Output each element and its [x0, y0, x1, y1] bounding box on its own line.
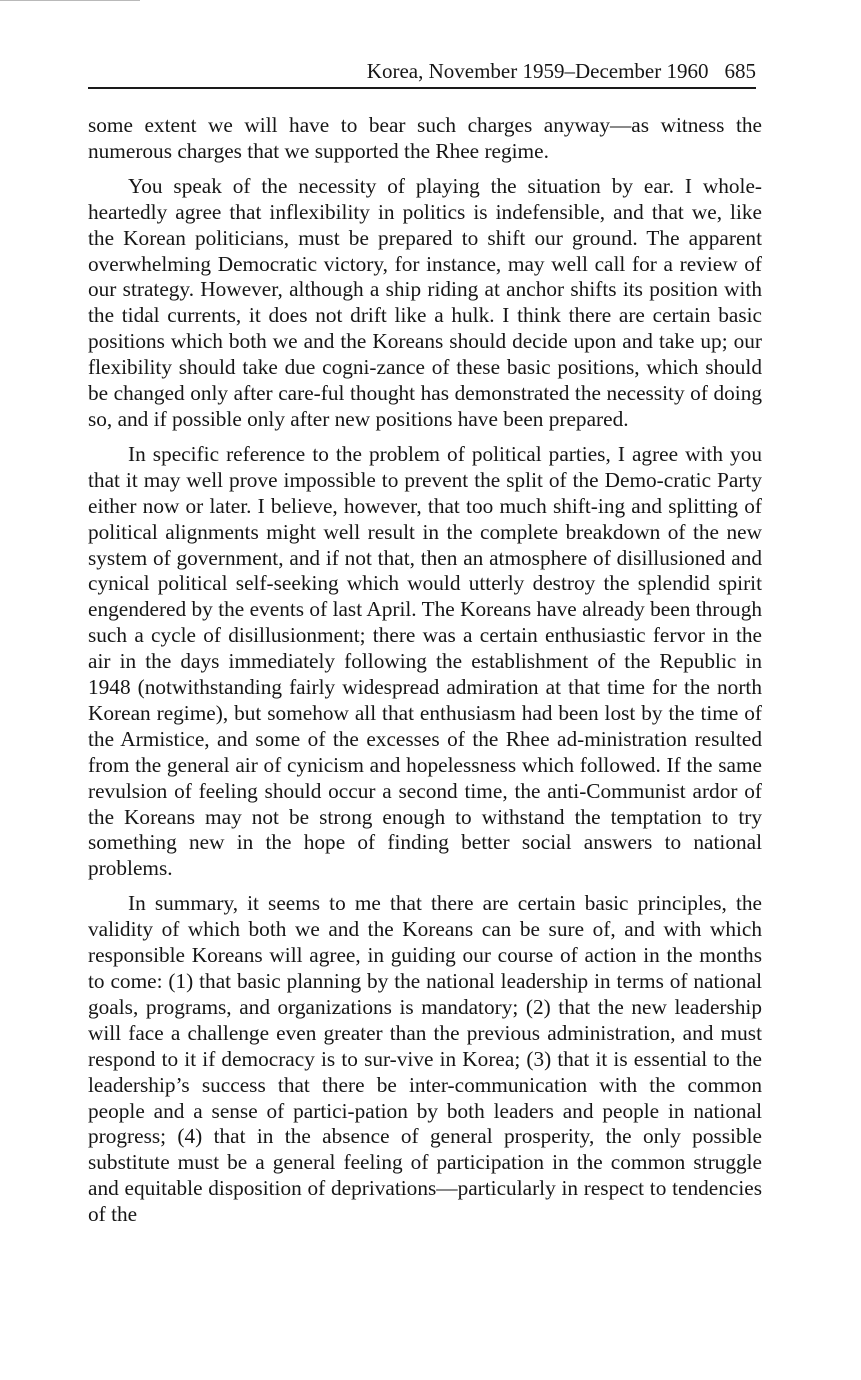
page-number: 685 [724, 59, 756, 83]
paragraph-political-parties: In specific reference to the problem of political parties, I agree with you that it may well prove impossible to prevent the split of the Demo-cratic Party either now or later. I believe, however, that too much shift-ing and splitting of political alignments might well result in the complete breakdown of the new system of government, and if not that, then an atmosphere of disillusioned and cynical political self-seeking which would utterly destroy the splendid spirit engendered by the events of last April. The Koreans have already been through such a cycle of disillusionment; there was a certain enthusiastic fervor in the air in the days immediately following the establishment of the Republic in 1948 (notwithstanding fairly widespread admiration at that time for the north Korean regime), but somehow all that enthusiasm had been lost by the time of the Armistice, and some of the excesses of the Rhee ad-ministration resulted from the general air of cynicism and hopelessness which followed. If the same revulsion of feeling should occur a second time, the anti-Communist ardor of the Koreans may not be strong enough to withstand the temptation to try something new in the hope of finding better social answers to national problems. [88, 441, 762, 881]
paragraph-continued: some extent we will have to bear such charges anyway—as witness the numerous charges that we supported the Rhee regime. [88, 113, 762, 163]
scan-edge-mark [0, 0, 140, 1]
body-text [88, 113, 762, 1228]
running-title: Korea, November 1959–December 1960 [366, 59, 709, 83]
header-rule [88, 87, 756, 89]
document-page [88, 56, 762, 1237]
paragraph-summary: In summary, it seems to me that there are certain basic principles, the validity of which both we and the Koreans can be sure of, and with which responsible Koreans will agree, in guiding our course of action in the months to come: (1) that basic planning by the national leadership in terms of national goals, programs, and organizations is mandatory; (2) that the new leadership will face a challenge even greater than the previous administration, and must respond to it if democracy is to sur-vive in Korea; (3) that it is essential to the leadership’s success that there be inter-communication with the common people and a sense of partici-pation by both leaders and people in national progress; (4) that in the absence of general prosperity, the only possible substitute must be a general feeling of participation in the common struggle and equitable disposition of deprivations—particularly in respect to tendencies of the [88, 891, 762, 1227]
paragraph-playing-by-ear: You speak of the necessity of playing the situation by ear. I whole-heartedly agree that inflexibility in politics is indefensible, and that we, like the Korean politicians, must be prepared to shift our ground. The apparent overwhelming Democratic victory, for instance, may well call for a review of our strategy. However, although a ship riding at anchor shifts its position with the tidal currents, it does not drift like a hulk. I think there are certain basic positions which both we and the Koreans should decide upon and take up; our flexibility should take due cogni-zance of these basic positions, which should be changed only after care-ful thought has demonstrated the necessity of doing so, and if possible only after new positions have been prepared. [88, 173, 762, 431]
running-header [88, 56, 762, 86]
